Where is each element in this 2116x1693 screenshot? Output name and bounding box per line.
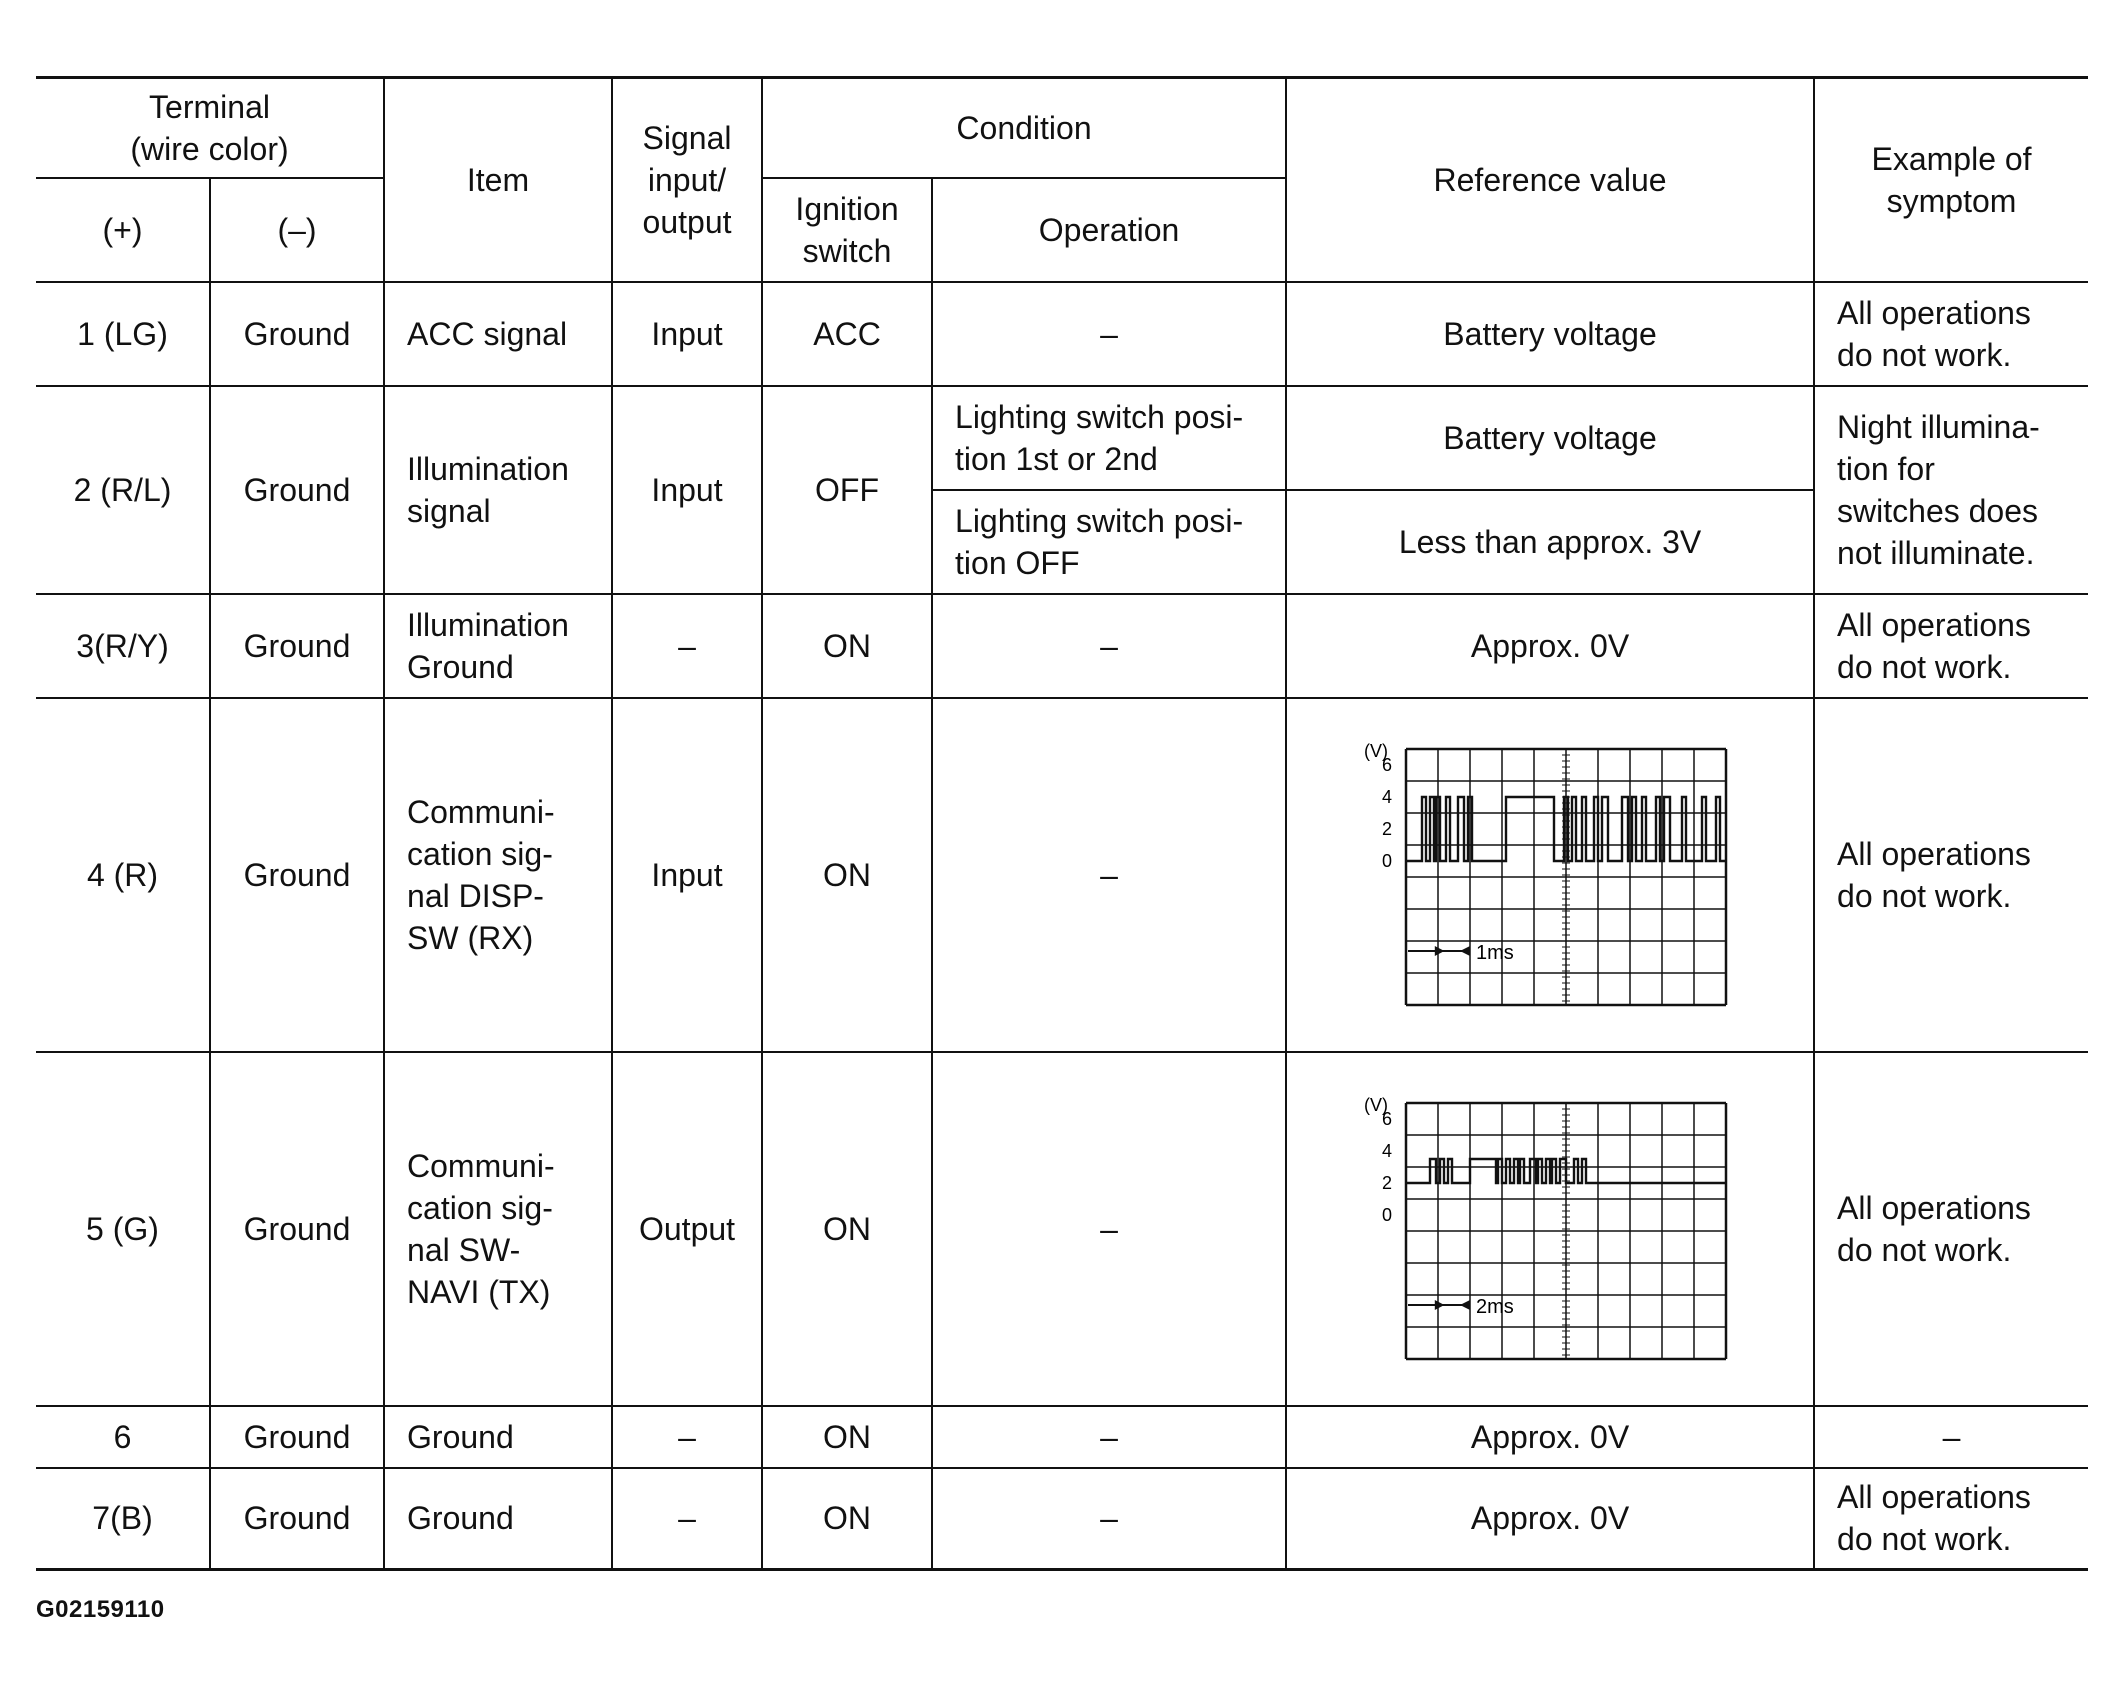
ignition-cell: ON (762, 594, 932, 698)
item-cell: Illumination signal (384, 386, 612, 594)
item-cell: Communi- cation sig- nal DISP- SW (RX) (384, 698, 612, 1052)
scope-time-arrow (1408, 946, 1470, 956)
header-example-symptom: Example of symptom (1814, 78, 2088, 282)
symptom-cell: – (1814, 1406, 2088, 1468)
signal-io-cell: – (612, 594, 762, 698)
header-signal-io: Signal input/ output (612, 78, 762, 282)
ignition-cell: ON (762, 1052, 932, 1406)
header-condition: Condition (762, 78, 1286, 178)
figure-id: G02159110 (36, 1596, 165, 1623)
terminal-minus: Ground (210, 594, 384, 698)
ignition-cell: OFF (762, 386, 932, 594)
item-cell: Ground (384, 1468, 612, 1570)
operation-cell: – (932, 1406, 1286, 1468)
table-row (36, 594, 2088, 698)
header-operation: Operation (932, 178, 1286, 282)
terminal-plus: 5 (G) (36, 1052, 210, 1406)
item-cell: Communi- cation sig- nal SW- NAVI (TX) (384, 1052, 612, 1406)
symptom-cell: All operations do not work. (1814, 1468, 2088, 1570)
scope-tick-label: 4 (1382, 786, 1393, 807)
table-row (36, 1406, 2088, 1468)
scope-tick-label: 6 (1382, 1108, 1393, 1129)
symptom-cell: All operations do not work. (1814, 594, 2088, 698)
reference-cell-waveform (1286, 698, 1814, 1052)
signal-io-cell: – (612, 1406, 762, 1468)
scope-tick-label: 2 (1382, 818, 1393, 839)
terminal-reference-table (36, 76, 2088, 1571)
reference-cell-waveform (1286, 1052, 1814, 1406)
item-cell: Ground (384, 1406, 612, 1468)
signal-io-cell: Output (612, 1052, 762, 1406)
terminal-plus: 1 (LG) (36, 282, 210, 386)
ignition-cell: ACC (762, 282, 932, 386)
operation-cell: – (932, 1052, 1286, 1406)
scope-time-arrow (1408, 1300, 1470, 1310)
table-row (36, 1052, 2088, 1406)
operation-cell: – (932, 594, 1286, 698)
reference-cell: Battery voltage (1286, 282, 1814, 386)
symptom-cell: All operations do not work. (1814, 698, 2088, 1052)
terminal-plus: 7(B) (36, 1468, 210, 1570)
operation-cell: – (932, 698, 1286, 1052)
ignition-cell: ON (762, 1406, 932, 1468)
terminal-minus: Ground (210, 1468, 384, 1570)
symptom-cell: All operations do not work. (1814, 282, 2088, 386)
terminal-plus: 3(R/Y) (36, 594, 210, 698)
reference-cell: Battery voltage (1286, 386, 1814, 490)
reference-cell: Approx. 0V (1286, 1468, 1814, 1570)
reference-cell: Approx. 0V (1286, 1406, 1814, 1468)
scope-time-label: 1ms (1476, 941, 1514, 964)
table-row (36, 698, 2088, 1052)
reference-cell: Approx. 0V (1286, 594, 1814, 698)
operation-cell: – (932, 1468, 1286, 1570)
terminal-minus: Ground (210, 698, 384, 1052)
operation-cell: – (932, 282, 1286, 386)
scope-tick-label: 6 (1382, 754, 1393, 775)
scope-unit-label: (V) (1364, 740, 1389, 761)
scope-tick-label: 0 (1382, 1204, 1393, 1225)
ignition-cell: ON (762, 698, 932, 1052)
oscilloscope-waveform-tx (1360, 1089, 1740, 1369)
item-cell: ACC signal (384, 282, 612, 386)
scope-tick-label: 0 (1382, 850, 1393, 871)
scope-signal-trace (1406, 1159, 1726, 1183)
terminal-plus: 4 (R) (36, 698, 210, 1052)
header-item: Item (384, 78, 612, 282)
table-row (36, 1468, 2088, 1570)
scope-time-label: 2ms (1476, 1295, 1514, 1318)
header-minus: (–) (210, 178, 384, 282)
terminal-plus: 2 (R/L) (36, 386, 210, 594)
header-reference-value: Reference value (1286, 78, 1814, 282)
header-ignition-switch: Ignition switch (762, 178, 932, 282)
operation-cell: Lighting switch posi- tion OFF (932, 490, 1286, 594)
ignition-cell: ON (762, 1468, 932, 1570)
scope-tick-label: 4 (1382, 1140, 1393, 1161)
terminal-minus: Ground (210, 282, 384, 386)
terminal-table-sheet (36, 76, 2088, 1571)
scope-unit-label: (V) (1364, 1094, 1389, 1115)
item-cell: Illumination Ground (384, 594, 612, 698)
symptom-cell: All operations do not work. (1814, 1052, 2088, 1406)
scope-grid (1406, 749, 1726, 1005)
terminal-plus: 6 (36, 1406, 210, 1468)
table-row (36, 282, 2088, 386)
oscilloscope-waveform-rx (1360, 735, 1740, 1015)
signal-io-cell: Input (612, 698, 762, 1052)
signal-io-cell: Input (612, 386, 762, 594)
signal-io-cell: Input (612, 282, 762, 386)
terminal-minus: Ground (210, 1052, 384, 1406)
reference-cell: Less than approx. 3V (1286, 490, 1814, 594)
operation-cell: Lighting switch posi- tion 1st or 2nd (932, 386, 1286, 490)
symptom-cell: Night illumina- tion for switches does not illuminate. (1814, 386, 2088, 594)
header-plus: (+) (36, 178, 210, 282)
table-row (36, 386, 2088, 490)
terminal-minus: Ground (210, 386, 384, 594)
signal-io-cell: – (612, 1468, 762, 1570)
header-terminal: Terminal (wire color) (36, 78, 384, 178)
terminal-minus: Ground (210, 1406, 384, 1468)
scope-tick-label: 2 (1382, 1172, 1393, 1193)
scope-grid (1406, 1103, 1726, 1359)
